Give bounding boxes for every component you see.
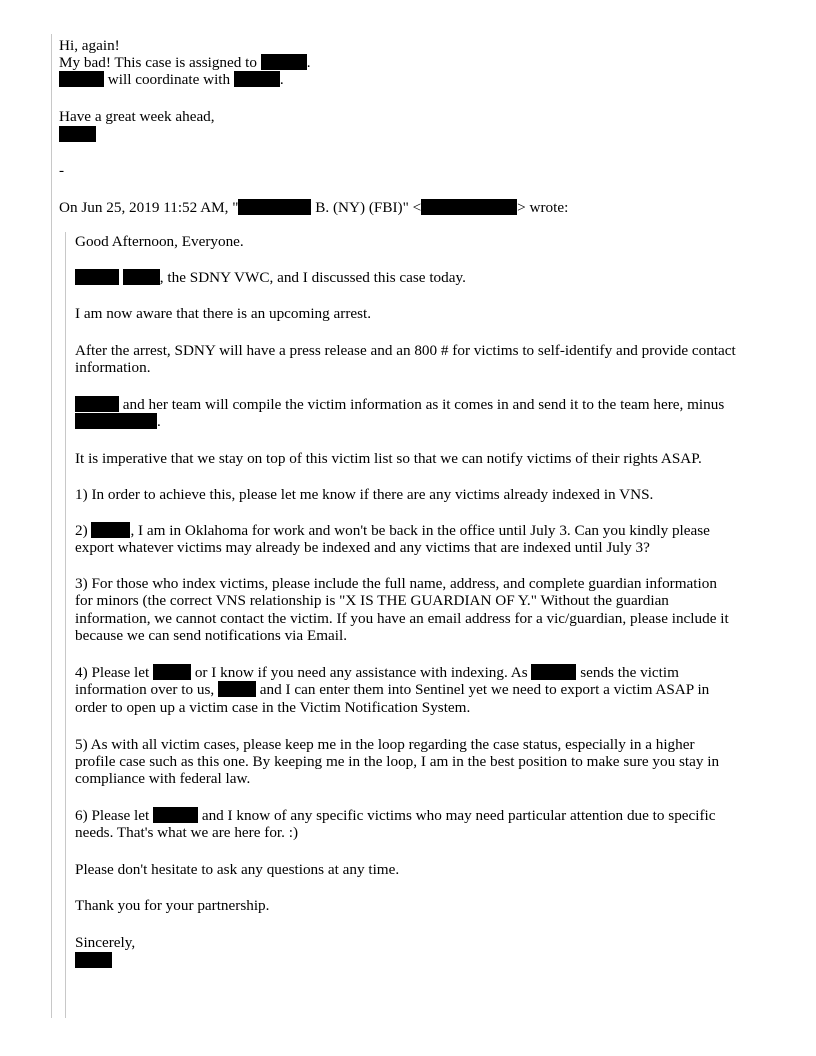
redaction-box	[238, 199, 311, 215]
redaction-box	[153, 664, 191, 680]
quoted-item-4-line-3: order to open up a victim case in the Victim Notification System.	[75, 699, 471, 716]
redaction-box	[153, 807, 198, 823]
quoted-item-4-line-1: 4) Please let or I know if you need any assistance with indexing. As sends the victim	[75, 664, 679, 681]
redaction-box	[75, 413, 157, 429]
redaction-box	[531, 664, 576, 680]
quoted-para-3-line-2: information.	[75, 359, 151, 376]
redaction-box	[218, 681, 256, 697]
redaction-box	[75, 396, 119, 412]
reply-greeting: Hi, again!	[59, 37, 120, 54]
quoted-para-5: It is imperative that we stay on top of this victim list so that we can notify victims of their rights ASAP.	[75, 450, 702, 467]
redaction-box	[421, 199, 517, 215]
quote-header: On Jun 25, 2019 11:52 AM, " B. (NY) (FBI)" < > wrote:	[59, 199, 569, 216]
quoted-para-3-line-1: After the arrest, SDNY will have a press release and an 800 # for victims to self-identify and provide contact	[75, 342, 736, 359]
redaction-box	[91, 522, 130, 538]
quoted-item-3-line-1: 3) For those who index victims, please include the full name, address, and complete guardian information	[75, 575, 717, 592]
redaction-box	[123, 269, 160, 285]
redaction-box	[234, 71, 280, 87]
quoted-para-6: Please don't hesitate to ask any questions at any time.	[75, 861, 400, 878]
quoted-greeting: Good Afternoon, Everyone.	[75, 233, 244, 250]
quoted-item-5-line-3: compliance with federal law.	[75, 770, 251, 787]
reply-line-coordinate: will coordinate with .	[59, 71, 284, 88]
reply-quote-rule	[51, 34, 52, 1018]
quoted-item-1: 1) In order to achieve this, please let me know if there are any victims already indexed in VNS.	[75, 486, 654, 503]
redaction-box	[59, 126, 96, 142]
reply-dash: -	[59, 162, 65, 179]
quoted-para-7: Thank you for your partnership.	[75, 897, 270, 914]
reply-closing: Have a great week ahead,	[59, 108, 215, 125]
quoted-item-5-line-1: 5) As with all victim cases, please keep me in the loop regarding the case status, especially in a higher	[75, 736, 695, 753]
quoted-para-4-line-1: and her team will compile the victim information as it comes in and send it to the team here, minus	[75, 396, 724, 413]
quoted-signature	[75, 952, 112, 969]
quoted-item-2-line-1: 2) , I am in Oklahoma for work and won't be back in the office until July 3. Can you kindly please	[75, 522, 710, 539]
quoted-para-2: I am now aware that there is an upcoming arrest.	[75, 305, 372, 322]
redaction-box	[75, 269, 119, 285]
quoted-item-5-line-2: profile case such as this one. By keeping me in the loop, I am in the best position to make sure you stay in	[75, 753, 720, 770]
quoted-item-3-line-3: information, we cannot contact the victim. If you have an email address for a vic/guardian, please include it	[75, 610, 729, 627]
quoted-para-1: , the SDNY VWC, and I discussed this case today.	[75, 269, 466, 286]
quoted-para-4-line-2: .	[75, 413, 161, 430]
quoted-item-2-line-2: export whatever victims may already be indexed and any victims that are indexed until July 3?	[75, 539, 650, 556]
redaction-box	[75, 952, 112, 968]
redaction-box	[59, 71, 104, 87]
quoted-item-6-line-2: needs. That's what we are here for. :)	[75, 824, 299, 841]
nested-quote-rule	[65, 232, 66, 1018]
reply-signature	[59, 126, 96, 143]
reply-line-assigned: My bad! This case is assigned to .	[59, 54, 311, 71]
quoted-signoff: Sincerely,	[75, 934, 136, 951]
quoted-item-6-line-1: 6) Please let and I know of any specific victims who may need particular attention due to specific	[75, 807, 716, 824]
quoted-item-4-line-2: information over to us, and I can enter them into Sentinel yet we need to export a victim ASAP in	[75, 681, 710, 698]
redaction-box	[261, 54, 307, 70]
quoted-item-3-line-2: for minors (the correct VNS relationship is "X IS THE GUARDIAN OF Y." Without the guardian	[75, 592, 669, 609]
quoted-item-3-line-4: because we can send notifications via Email.	[75, 627, 348, 644]
